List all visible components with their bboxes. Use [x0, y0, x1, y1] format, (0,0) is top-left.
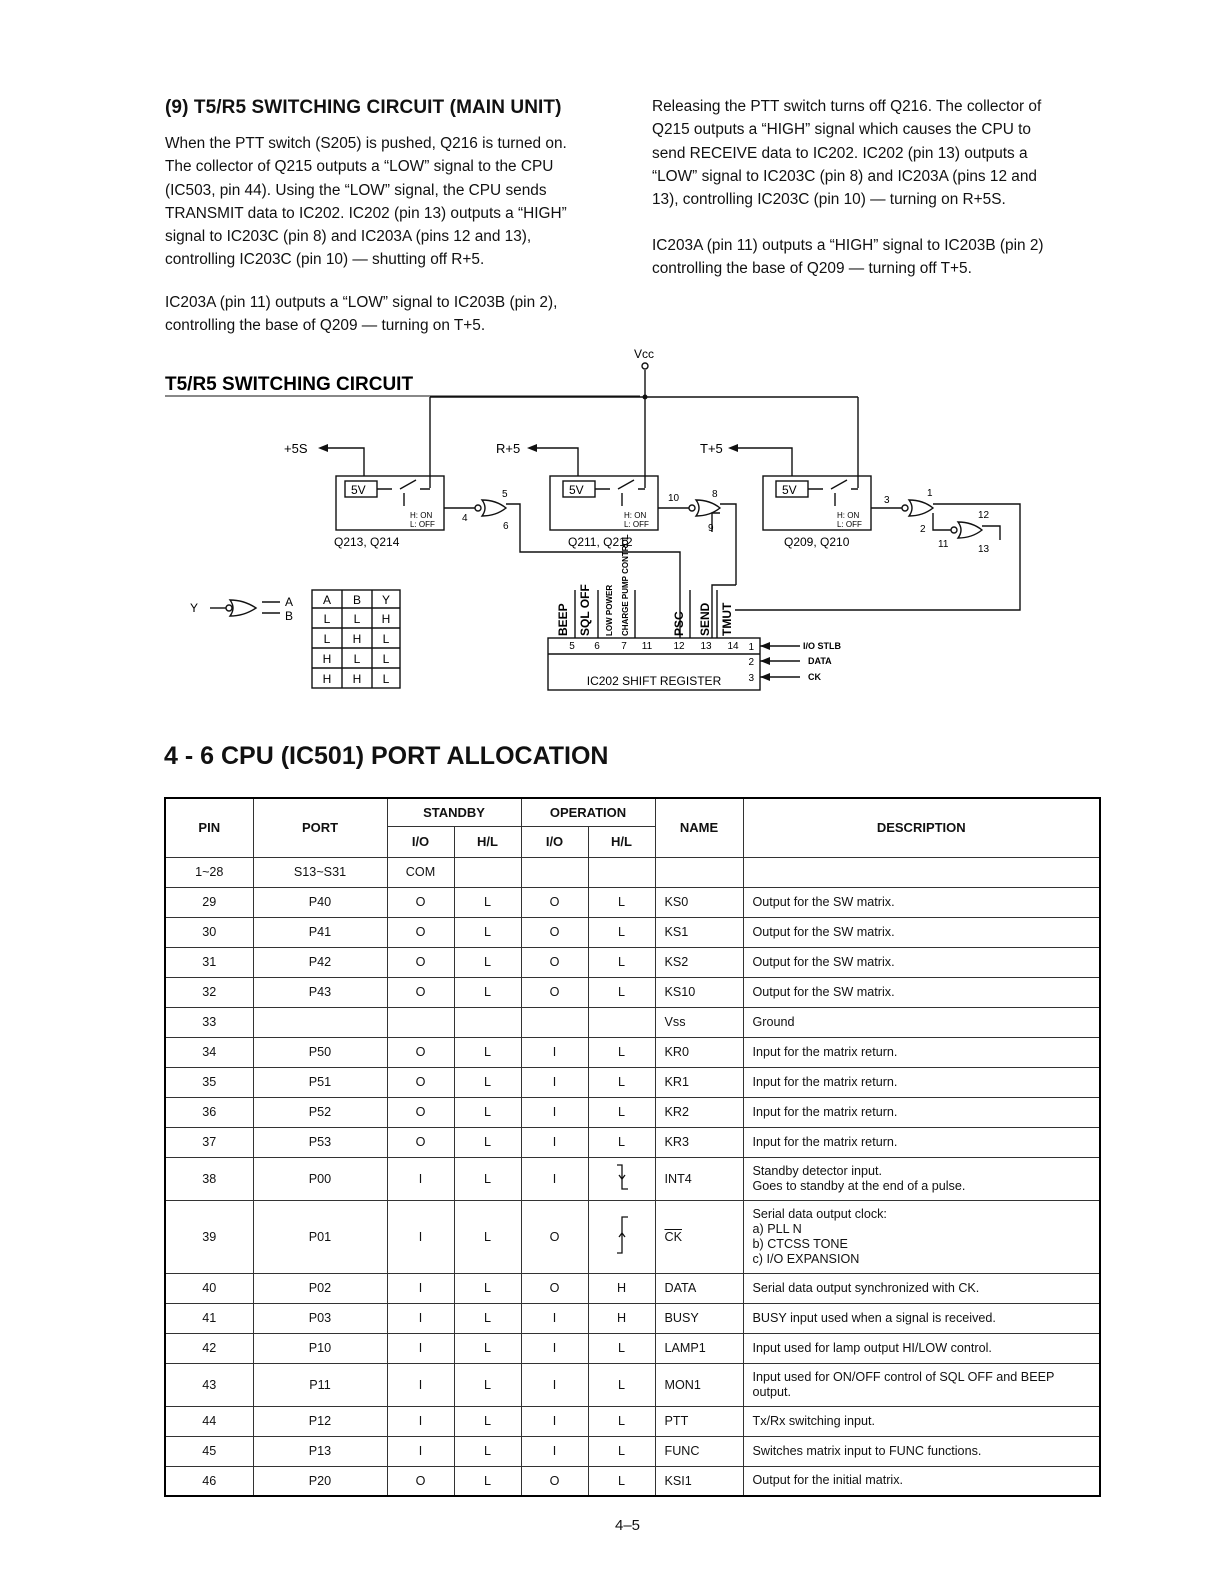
- cell-standby-hl: [454, 1007, 521, 1037]
- sr-output-label: PSC: [672, 611, 686, 636]
- sr-pin-label: 6: [594, 641, 600, 652]
- cell-standby-io: O: [387, 1037, 454, 1067]
- description-line: c) I/O EXPANSION: [752, 1251, 860, 1266]
- truth-table-cell: L: [323, 612, 331, 626]
- table-row: [165, 1303, 1100, 1333]
- table-row: [165, 1037, 1100, 1067]
- block2-5v: 5V: [569, 483, 584, 497]
- cell-port: P12: [253, 1406, 387, 1436]
- cell-name: KS10: [655, 977, 743, 1007]
- cell-operation-hl: H: [588, 1303, 655, 1333]
- cell-operation-hl: L: [588, 1037, 655, 1067]
- sr-input-data: DATA: [808, 656, 832, 666]
- header-standby-hl: H/L: [454, 826, 521, 857]
- header-standby-io: I/O: [387, 826, 454, 857]
- cell-standby-io: I: [387, 1363, 454, 1406]
- cell-standby-hl: L: [454, 1157, 521, 1200]
- sr-pin-1: 1: [748, 642, 754, 653]
- section-9-paragraph-3: [652, 95, 1099, 211]
- header-operation-io: I/O: [521, 826, 588, 857]
- truth-table-header: A: [322, 593, 332, 607]
- cell-standby-io: O: [387, 1127, 454, 1157]
- cell-name: KS0: [655, 887, 743, 917]
- truth-table-cell: L: [382, 672, 390, 686]
- block3-loff: L: OFF: [837, 520, 862, 529]
- cell-standby-io: I: [387, 1157, 454, 1200]
- text-line: 13), controlling IC203C (pin 10) — turning on R+5S.: [652, 191, 1006, 209]
- cell-name: KR2: [655, 1097, 743, 1127]
- truth-table-cell: L: [353, 612, 361, 626]
- cell-standby-io: O: [387, 917, 454, 947]
- cell-standby-hl: L: [454, 1097, 521, 1127]
- block1-loff: L: OFF: [410, 520, 435, 529]
- cell-name: KR0: [655, 1037, 743, 1067]
- cell-standby-io: I: [387, 1436, 454, 1466]
- falling-pulse-icon: [615, 1162, 629, 1192]
- cell-port: P13: [253, 1436, 387, 1466]
- cell-name: [655, 857, 743, 887]
- truth-table-cell: L: [353, 652, 361, 666]
- table-row: [165, 887, 1100, 917]
- cell-name: KS2: [655, 947, 743, 977]
- cell-pin: 41: [165, 1303, 253, 1333]
- table-row: [165, 1200, 1100, 1273]
- cell-description: [743, 1466, 1100, 1496]
- g4-pin-in: 12: [978, 510, 990, 521]
- sr-output-label: TMUT: [720, 602, 734, 636]
- table-row: [165, 917, 1100, 947]
- text-line: controlling IC203C (pin 10) — shutting off R+5.: [165, 251, 485, 269]
- description-line: Serial data output clock:: [752, 1206, 887, 1221]
- cell-operation-hl: L: [588, 917, 655, 947]
- cell-operation-hl: L: [588, 977, 655, 1007]
- cell-operation-io: O: [521, 977, 588, 1007]
- cell-operation-hl: L: [588, 1363, 655, 1406]
- cell-port: P42: [253, 947, 387, 977]
- cell-port: P40: [253, 887, 387, 917]
- cell-name: Vss: [655, 1007, 743, 1037]
- block2-name: Q211, Q212: [568, 535, 633, 549]
- g4-pin-in2: 13: [978, 544, 990, 555]
- legend-gate-a: A: [285, 595, 294, 609]
- cell-pin: 43: [165, 1363, 253, 1406]
- cell-name: INT4: [655, 1157, 743, 1200]
- text-line: “LOW” signal to IC203C (pin 8) and IC203A (pins 12 and: [652, 167, 1037, 185]
- cell-standby-hl: L: [454, 1127, 521, 1157]
- cell-standby-hl: L: [454, 1363, 521, 1406]
- text-line: TRANSMIT data to IC202. IC202 (pin 13) outputs a “HIGH”: [165, 204, 567, 222]
- cell-operation-io: I: [521, 1303, 588, 1333]
- description-line: Input for the matrix return.: [752, 1044, 898, 1059]
- cell-operation-io: I: [521, 1127, 588, 1157]
- block3-hon: H: ON: [837, 511, 860, 520]
- sr-pin-label: 7: [621, 641, 627, 652]
- g1-pin-in: 4: [462, 513, 468, 524]
- header-port: PORT: [253, 798, 387, 857]
- cell-description: [743, 1067, 1100, 1097]
- cell-port: P50: [253, 1037, 387, 1067]
- table-row: [165, 1127, 1100, 1157]
- table-row: [165, 1273, 1100, 1303]
- description-line: Input used for ON/OFF control of SQL OFF and BEEP: [752, 1369, 1055, 1384]
- sr-pin-2: 2: [748, 657, 754, 668]
- cell-port: [253, 1007, 387, 1037]
- cell-description: [743, 917, 1100, 947]
- cell-operation-hl: L: [588, 1466, 655, 1496]
- cell-standby-io: COM: [387, 857, 454, 887]
- cell-pin: 35: [165, 1067, 253, 1097]
- cell-operation-hl: L: [588, 887, 655, 917]
- cell-pin: 36: [165, 1097, 253, 1127]
- cell-operation-io: [521, 1007, 588, 1037]
- cell-pin: 29: [165, 887, 253, 917]
- description-line: Output for the SW matrix.: [752, 894, 895, 909]
- cell-name: KR1: [655, 1067, 743, 1097]
- truth-table-cell: H: [322, 672, 332, 686]
- description-line: Input for the matrix return.: [752, 1104, 898, 1119]
- g3-pin-in: 1: [927, 488, 933, 499]
- truth-table-cell: L: [323, 632, 331, 646]
- sr-output-label: LOW POWER: [605, 584, 614, 636]
- sr-pin-label: 12: [673, 641, 685, 652]
- page-number: 4–5: [615, 1517, 641, 1534]
- cell-operation-io: I: [521, 1436, 588, 1466]
- cell-operation-io: O: [521, 917, 588, 947]
- cell-pin: 38: [165, 1157, 253, 1200]
- cell-pin: 37: [165, 1127, 253, 1157]
- truth-table-cell: H: [381, 612, 391, 626]
- sr-pin-label: 11: [641, 641, 653, 652]
- cell-operation-hl: L: [588, 1097, 655, 1127]
- cell-pin: 30: [165, 917, 253, 947]
- cell-standby-io: I: [387, 1273, 454, 1303]
- truth-table-cell: H: [352, 672, 362, 686]
- cell-pin: 34: [165, 1037, 253, 1067]
- cell-standby-io: I: [387, 1333, 454, 1363]
- cell-standby-io: O: [387, 1466, 454, 1496]
- cell-standby-io: I: [387, 1406, 454, 1436]
- block3-5v: 5V: [782, 483, 797, 497]
- cell-port: P41: [253, 917, 387, 947]
- block2-hon: H: ON: [624, 511, 647, 520]
- legend-gate-b: B: [285, 609, 294, 623]
- description-line: Ground: [752, 1014, 795, 1029]
- text-line: (IC503, pin 44). Using the “LOW” signal, the CPU sends: [165, 181, 547, 199]
- cell-standby-hl: L: [454, 1273, 521, 1303]
- cell-standby-io: I: [387, 1303, 454, 1333]
- cell-pin: 31: [165, 947, 253, 977]
- section-4-6-heading: 4 - 6 CPU (IC501) PORT ALLOCATION: [164, 742, 609, 770]
- table-row: [165, 1157, 1100, 1200]
- g4-pin-out: 11: [938, 539, 949, 550]
- cell-port: P11: [253, 1363, 387, 1406]
- cell-description: [743, 1436, 1100, 1466]
- g1-pin-out: 5: [502, 489, 508, 500]
- cell-standby-io: I: [387, 1200, 454, 1273]
- cell-operation-io: I: [521, 1157, 588, 1200]
- cell-operation-hl: [588, 1157, 655, 1200]
- header-name: NAME: [655, 798, 743, 857]
- description-line: Goes to standby at the end of a pulse.: [752, 1178, 966, 1193]
- description-line: output.: [752, 1384, 792, 1399]
- cell-operation-hl: L: [588, 1436, 655, 1466]
- cell-operation-hl: [588, 1007, 655, 1037]
- cell-description: [743, 1200, 1100, 1273]
- description-line: Output for the SW matrix.: [752, 984, 895, 999]
- cell-description: [743, 1273, 1100, 1303]
- text-line: IC203A (pin 11) outputs a “LOW” signal to IC203B (pin 2),: [165, 294, 558, 311]
- rising-pulse-icon: [615, 1214, 629, 1256]
- rail-label-r5: R+5: [496, 441, 521, 456]
- cell-operation-hl: L: [588, 1067, 655, 1097]
- cell-operation-io: I: [521, 1037, 588, 1067]
- description-line: Output for the SW matrix.: [752, 924, 895, 939]
- cell-standby-io: O: [387, 977, 454, 1007]
- text-line: send RECEIVE data to IC202. IC202 (pin 13) outputs a: [652, 144, 1028, 162]
- truth-table-cell: L: [382, 652, 390, 666]
- cell-operation-io: O: [521, 947, 588, 977]
- cell-standby-hl: L: [454, 1067, 521, 1097]
- cell-operation-hl: L: [588, 1127, 655, 1157]
- section-9-paragraph-2: [165, 291, 613, 338]
- block2-loff: L: OFF: [624, 520, 649, 529]
- header-operation-hl: H/L: [588, 826, 655, 857]
- cell-port: P20: [253, 1466, 387, 1496]
- cell-port: P02: [253, 1273, 387, 1303]
- cell-name: KR3: [655, 1127, 743, 1157]
- cell-description: [743, 947, 1100, 977]
- section-9-paragraph-1: [165, 132, 613, 272]
- cell-operation-io: I: [521, 1363, 588, 1406]
- description-line: Standby detector input.: [752, 1163, 883, 1178]
- sr-output-label: CHARGE PUMP CONTROL: [621, 534, 630, 636]
- cell-port: P43: [253, 977, 387, 1007]
- cell-name: LAMP1: [655, 1333, 743, 1363]
- cell-port: S13~S31: [253, 857, 387, 887]
- cell-pin: 44: [165, 1406, 253, 1436]
- sr-input-stlb: I/O STLB: [803, 641, 841, 651]
- cell-operation-io: I: [521, 1097, 588, 1127]
- truth-table-header: Y: [381, 593, 391, 607]
- cell-operation-io: [521, 857, 588, 887]
- g2-pin-out: 10: [668, 493, 680, 504]
- truth-table-cell: L: [382, 632, 390, 646]
- cell-standby-io: O: [387, 947, 454, 977]
- cell-operation-io: O: [521, 1273, 588, 1303]
- cell-standby-io: O: [387, 887, 454, 917]
- cell-standby-hl: L: [454, 1200, 521, 1273]
- cell-operation-hl: H: [588, 1273, 655, 1303]
- table-row: [165, 1466, 1100, 1496]
- description-line: a) PLL N: [752, 1221, 802, 1236]
- text-line: When the PTT switch (S205) is pushed, Q216 is turned on.: [165, 135, 567, 152]
- g3-pin-in2: 2: [920, 524, 926, 535]
- g1-pin-in2: 6: [503, 521, 509, 532]
- cell-standby-io: O: [387, 1067, 454, 1097]
- cell-operation-hl: [588, 857, 655, 887]
- sr-input-ck: CK: [808, 672, 821, 682]
- text-line: Releasing the PTT switch turns off Q216. The collector of: [652, 98, 1042, 115]
- cell-standby-hl: [454, 857, 521, 887]
- table-row: [165, 1363, 1100, 1406]
- sr-pin-label: 13: [700, 641, 712, 652]
- cell-port: P03: [253, 1303, 387, 1333]
- cell-operation-io: O: [521, 887, 588, 917]
- cell-standby-hl: L: [454, 1436, 521, 1466]
- text-line: controlling the base of Q209 — turning on T+5.: [165, 317, 486, 335]
- header-pin: PIN: [165, 798, 253, 857]
- table-row: [165, 1406, 1100, 1436]
- t5-r5-switching-circuit-diagram: [0, 340, 1224, 700]
- cell-standby-hl: L: [454, 1037, 521, 1067]
- text-line: signal to IC203C (pin 8) and IC203A (pins 12 and 13),: [165, 228, 532, 246]
- cell-port: P53: [253, 1127, 387, 1157]
- cell-operation-io: I: [521, 1067, 588, 1097]
- description-line: BUSY input used when a signal is received.: [752, 1310, 996, 1325]
- diagram-title: T5/R5 SWITCHING CIRCUIT: [165, 374, 414, 395]
- cell-name: FUNC: [655, 1436, 743, 1466]
- header-description: DESCRIPTION: [743, 798, 1100, 857]
- cell-pin: 1~28: [165, 857, 253, 887]
- cell-name: KS1: [655, 917, 743, 947]
- table-row: [165, 857, 1100, 887]
- cell-pin: 40: [165, 1273, 253, 1303]
- cell-port: P01: [253, 1200, 387, 1273]
- g2-pin-in2: 9: [708, 523, 714, 534]
- cell-name: PTT: [655, 1406, 743, 1436]
- cell-operation-hl: [588, 1200, 655, 1273]
- description-line: Input for the matrix return.: [752, 1134, 898, 1149]
- sr-output-label: SEND: [698, 602, 712, 636]
- cell-name: $\overline{CK}$: [655, 1200, 743, 1273]
- cell-operation-io: O: [521, 1200, 588, 1273]
- block1-hon: H: ON: [410, 511, 433, 520]
- cell-operation-hl: L: [588, 947, 655, 977]
- cell-description: [743, 1157, 1100, 1200]
- cell-standby-hl: L: [454, 1406, 521, 1436]
- truth-table-cell: H: [352, 632, 362, 646]
- cell-description: [743, 1303, 1100, 1333]
- cell-port: P51: [253, 1067, 387, 1097]
- port-allocation-table: [164, 797, 1101, 1497]
- cell-standby-hl: L: [454, 887, 521, 917]
- cell-name: KSI1: [655, 1466, 743, 1496]
- description-line: Switches matrix input to FUNC functions.: [752, 1443, 982, 1458]
- shift-register-name: IC202 SHIFT REGISTER: [586, 674, 722, 688]
- section-9-heading: (9) T5/R5 SWITCHING CIRCUIT (MAIN UNIT): [165, 97, 562, 118]
- rail-label-t5: T+5: [700, 441, 723, 456]
- sr-pin-3: 3: [748, 673, 754, 684]
- cell-description: [743, 887, 1100, 917]
- cell-description: [743, 1037, 1100, 1067]
- cell-pin: 32: [165, 977, 253, 1007]
- description-line: Serial data output synchronized with CK.: [752, 1280, 980, 1295]
- text-line: Q215 outputs a “HIGH” signal which causes the CPU to: [652, 121, 1031, 139]
- text-line: IC203A (pin 11) outputs a “HIGH” signal to IC203B (pin 2): [652, 237, 1044, 254]
- cell-operation-io: I: [521, 1406, 588, 1436]
- cell-description: [743, 1007, 1100, 1037]
- section-9-paragraph-4: [652, 234, 1099, 281]
- g3-pin-out: 3: [884, 495, 890, 506]
- block1-name: Q213, Q214: [334, 535, 400, 549]
- description-line: Input used for lamp output HI/LOW control.: [752, 1340, 992, 1355]
- legend-gate-y: Y: [190, 601, 199, 615]
- cell-operation-io: I: [521, 1333, 588, 1363]
- header-operation: OPERATION: [521, 798, 655, 826]
- cell-description: [743, 977, 1100, 1007]
- cell-standby-io: O: [387, 1097, 454, 1127]
- cell-port: P52: [253, 1097, 387, 1127]
- text-line: The collector of Q215 outputs a “LOW” signal to the CPU: [165, 158, 554, 176]
- cell-pin: 33: [165, 1007, 253, 1037]
- block3-name: Q209, Q210: [784, 535, 850, 549]
- vcc-label: Vcc: [634, 347, 655, 361]
- cell-standby-hl: L: [454, 1466, 521, 1496]
- table-row: [165, 1333, 1100, 1363]
- truth-table-header: B: [352, 593, 362, 607]
- rail-label-5s: +5S: [284, 441, 308, 456]
- description-line: Input for the matrix return.: [752, 1074, 898, 1089]
- description-line: Output for the SW matrix.: [752, 954, 895, 969]
- g2-pin-in: 8: [712, 489, 718, 500]
- cell-standby-hl: L: [454, 1303, 521, 1333]
- block1-5v: 5V: [351, 483, 366, 497]
- cell-pin: 42: [165, 1333, 253, 1363]
- cell-standby-hl: L: [454, 947, 521, 977]
- cell-pin: 39: [165, 1200, 253, 1273]
- cell-operation-hl: L: [588, 1406, 655, 1436]
- cell-standby-hl: L: [454, 917, 521, 947]
- cell-name: BUSY: [655, 1303, 743, 1333]
- table-row: [165, 1436, 1100, 1466]
- cell-description: [743, 1406, 1100, 1436]
- cell-standby-io: [387, 1007, 454, 1037]
- cell-description: [743, 1127, 1100, 1157]
- truth-table-cell: H: [322, 652, 332, 666]
- cell-description: [743, 857, 1100, 887]
- table-row: [165, 947, 1100, 977]
- text-line: controlling the base of Q209 — turning off T+5.: [652, 260, 972, 278]
- table-row: [165, 1097, 1100, 1127]
- cell-description: [743, 1333, 1100, 1363]
- description-line: Output for the initial matrix.: [752, 1473, 903, 1488]
- cell-operation-hl: L: [588, 1333, 655, 1363]
- table-row: [165, 1067, 1100, 1097]
- cell-description: [743, 1097, 1100, 1127]
- cell-description: [743, 1363, 1100, 1406]
- table-row: [165, 977, 1100, 1007]
- sr-pin-label: 5: [569, 641, 575, 652]
- description-line: Tx/Rx switching input.: [752, 1413, 875, 1428]
- cell-standby-hl: L: [454, 1333, 521, 1363]
- sr-output-label: BEEP: [556, 603, 570, 636]
- description-line: b) CTCSS TONE: [752, 1236, 848, 1251]
- cell-standby-hl: L: [454, 977, 521, 1007]
- cell-name: DATA: [655, 1273, 743, 1303]
- header-standby: STANDBY: [387, 798, 521, 826]
- sr-pin-label: 14: [727, 641, 739, 652]
- table-row: [165, 1007, 1100, 1037]
- cell-pin: 46: [165, 1466, 253, 1496]
- sr-output-label: SQL OFF: [578, 584, 592, 636]
- cell-pin: 45: [165, 1436, 253, 1466]
- cell-operation-io: O: [521, 1466, 588, 1496]
- cell-name: MON1: [655, 1363, 743, 1406]
- cell-port: P10: [253, 1333, 387, 1363]
- cell-port: P00: [253, 1157, 387, 1200]
